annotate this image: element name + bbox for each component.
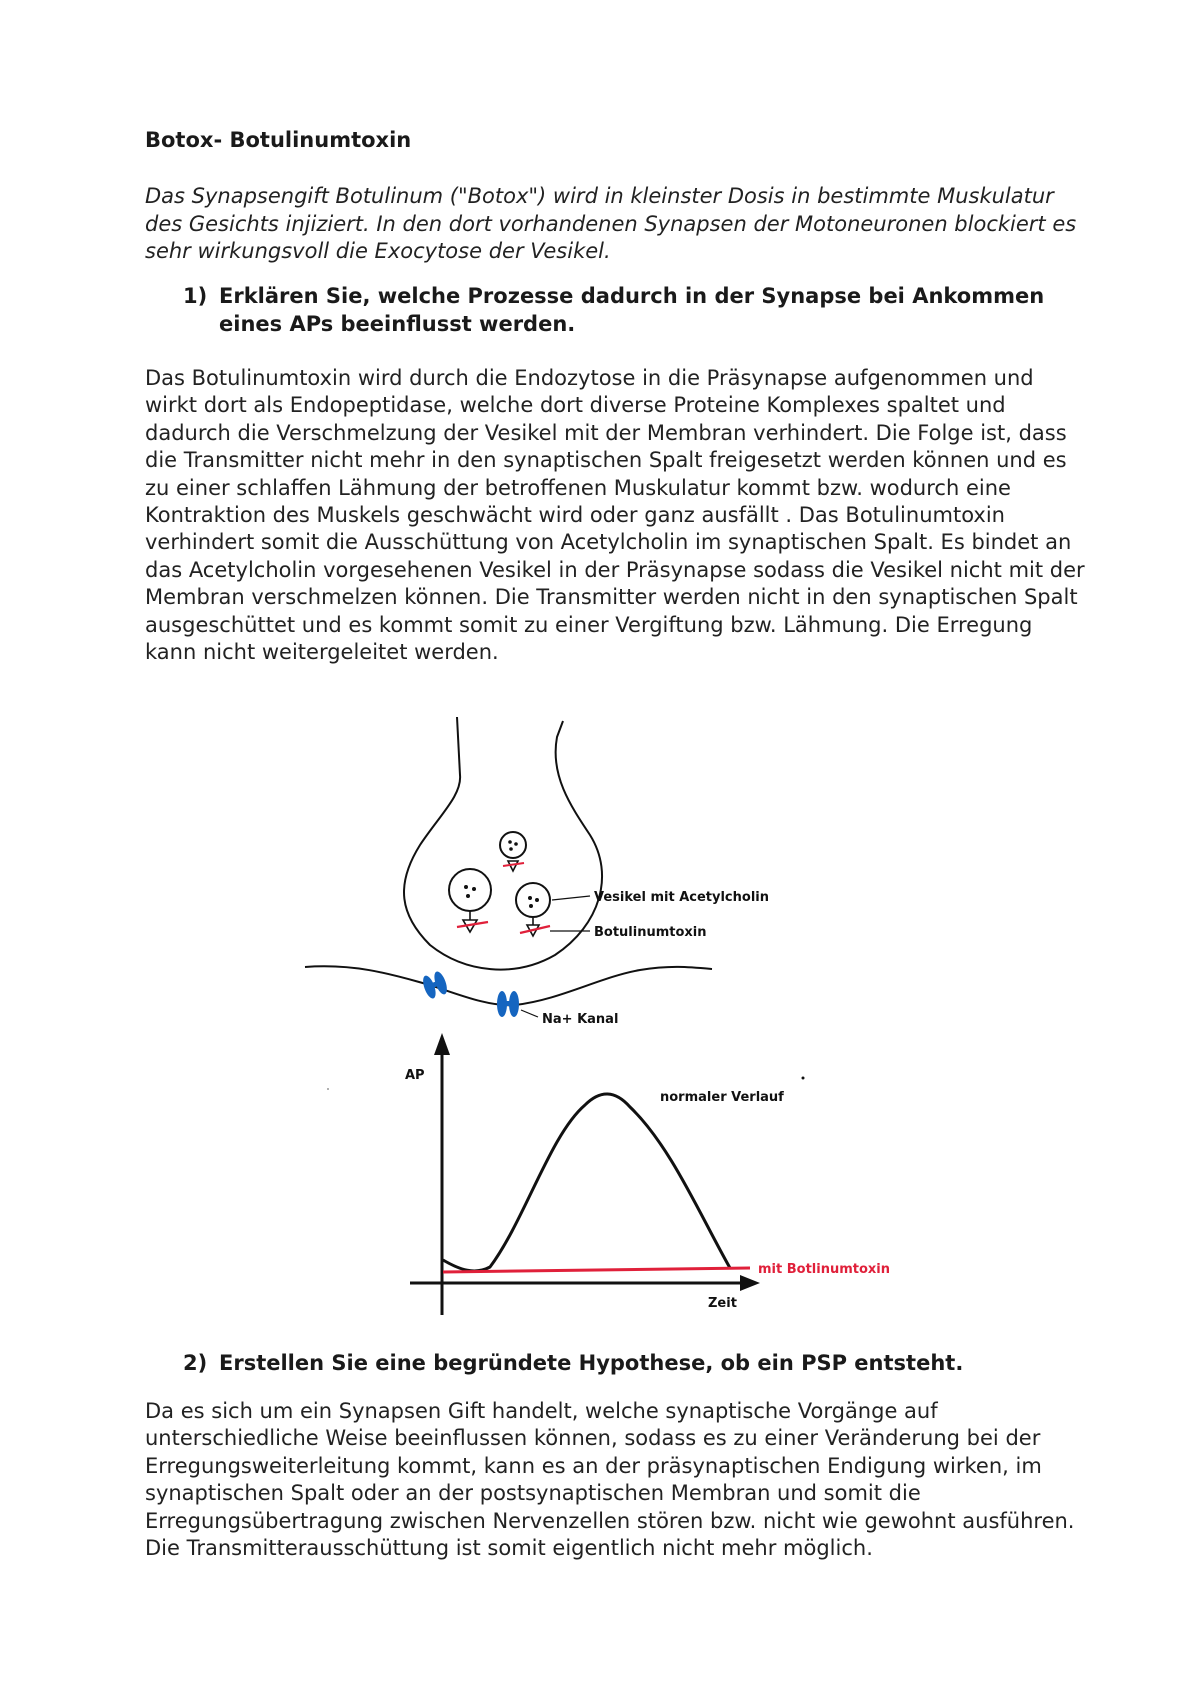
answer-2	[145, 1398, 1085, 1562]
y-axis-label: AP	[405, 1068, 425, 1083]
question-1-text: Erklären Sie, welche Prozesse dadurch in der Synapse bei Ankommen eines APs beeinflusst werden.	[219, 284, 1045, 336]
na-channel-left	[421, 970, 450, 1000]
channel-label-pointer	[521, 1010, 538, 1017]
answer-2-paragraph-2: Die Transmitterausschüttung ist somit eigentlich nicht mehr möglich.	[145, 1536, 873, 1561]
synapse-figure	[300, 715, 920, 1315]
question-1-number: 1)	[183, 284, 208, 308]
answer-1	[145, 365, 1085, 666]
question-2	[183, 1350, 1063, 1378]
vesicle-label: Vesikel mit Acetylcholin	[594, 890, 769, 905]
answer-1-paragraph: Das Botulinumtoxin wird durch die Endozytose in die Präsynapse aufgenommen und wirkt dort als Endopeptidase, welche dort diverse Proteine Komplexes spaltet und dadurch die Verschmelzung der Vesikel mit der Membran verhindert. Die Folge ist, dass die Transmitter nicht mehr in den synaptischen Spalt freigesetzt werden können und es zu einer schlaffen Lähmung der betroffenen Muskulatur kommt bzw. wodurch eine Kontraktion des Muskels geschwächt wird oder ganz ausfällt . Das Botulinumtoxin verhindert somit die Ausschüttung von Acetylcholin im synaptischen Spalt. Es bindet an das Acetylcholin vorgesehenen Vesikel in der Präsynapse sodass die Vesikel nicht mit der Membran verschmelzen können. Die Transmitter werden nicht in den synaptischen Spalt ausgeschüttet und es kommt somit zu einer Vergiftung bzw. Lähmung. Die Erregung kann nicht weitergeleitet werden.	[145, 366, 1085, 665]
answer-2-paragraph-1: Da es sich um ein Synapsen Gift handelt, welche synaptische Vorgänge auf unterschiedliche Weise beeinflussen können, sodass es zu einer Veränderung bei der Erregungsweiterleitung kommt, kann es an der präsynaptischen Endigung wirken, im synaptischen Spalt oder an der postsynaptischen Membran und somit die Erregungsübertragung zwischen Nervenzellen stören bzw. nicht wie gewohnt ausführen.	[145, 1399, 1075, 1533]
y-axis-arrow	[434, 1033, 450, 1055]
document-title: Botox- Botulinumtoxin	[145, 128, 412, 152]
question-1	[183, 283, 1063, 338]
stray-dot	[802, 1077, 805, 1080]
question-2-text: Erstellen Sie eine begründete Hypothese, ob ein PSP entsteht.	[219, 1351, 964, 1375]
vesicle-right	[516, 883, 550, 936]
question-2-number: 2)	[183, 1351, 208, 1375]
toxin-label: Botulinumtoxin	[594, 925, 707, 940]
postsynaptic-membrane	[305, 966, 712, 1005]
normal-curve-label: normaler Verlauf	[660, 1090, 784, 1105]
vesicle-small	[500, 832, 526, 871]
x-axis-label: Zeit	[708, 1296, 737, 1311]
normal-curve	[443, 1094, 730, 1271]
stray-dot	[327, 1088, 329, 1090]
vesicle-label-pointer	[552, 896, 590, 900]
x-axis-arrow	[740, 1275, 760, 1291]
vesicle-left	[449, 869, 491, 932]
na-channel-right	[497, 991, 519, 1017]
toxin-curve-label: mit Botlinumtoxin	[758, 1262, 891, 1277]
presynaptic-terminal-outline	[404, 717, 602, 970]
channel-label: Na+ Kanal	[542, 1012, 619, 1027]
intro-paragraph: Das Synapsengift Botulinum ("Botox") wird in kleinster Dosis in bestimmte Muskulatur des Gesichts injiziert. In den dort vorhandenen Synapsen der Motoneuronen blockiert es sehr wirkungsvoll die Exocytose der Vesikel.	[145, 184, 1077, 263]
synapse-diagram	[300, 715, 920, 1315]
